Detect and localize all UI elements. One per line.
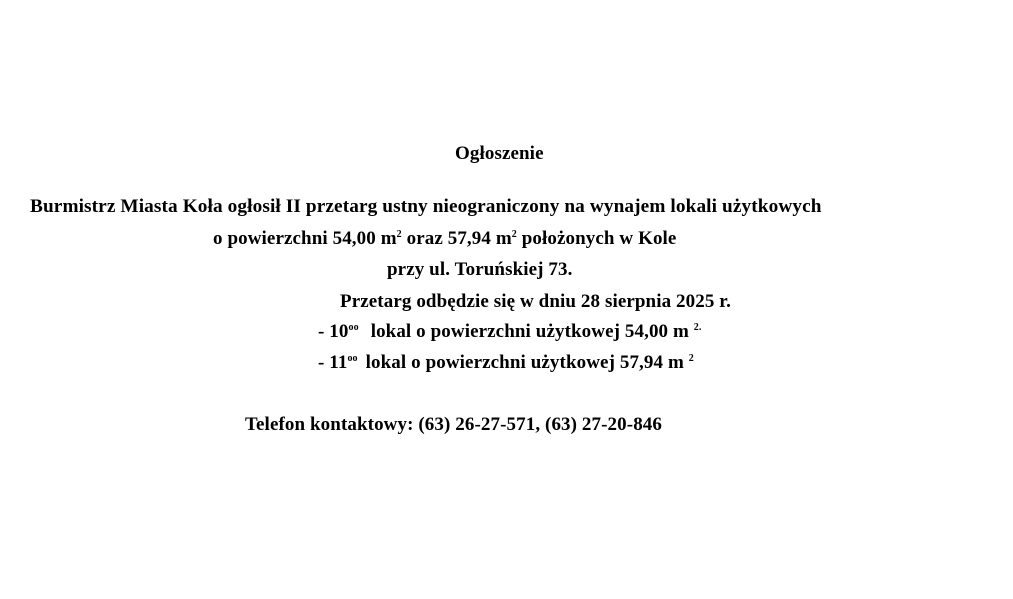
- auction-item-time: - 11: [318, 352, 348, 373]
- square-meter-superscript-a: 2: [396, 229, 402, 240]
- contact-phone-line: Telefon kontaktowy: (63) 26-27-571, (63) 27-20-846: [245, 414, 662, 435]
- intro-line-2-part-b: oraz 57,94 m: [401, 228, 512, 249]
- auction-item: [318, 322, 701, 341]
- auction-item-time: - 10: [318, 321, 349, 342]
- intro-line-1: Burmistrz Miasta Koła ogłosił II przetarg ustny nieograniczony na wynajem lokali użytkowych: [30, 196, 822, 217]
- announcement-title: Ogłoszenie: [455, 143, 544, 164]
- auction-item-description: lokal o powierzchni użytkowej 54,00 m: [370, 321, 694, 342]
- auction-item-time-superscript: oo: [348, 322, 359, 333]
- intro-line-2-part-c: położonych w Kole: [516, 228, 677, 249]
- square-meter-superscript-b: 2: [511, 229, 517, 240]
- intro-line-2-part-a: o powierzchni 54,00 m: [213, 228, 397, 249]
- auction-date-line: Przetarg odbędzie się w dniu 28 sierpnia 2025 r.: [340, 291, 731, 312]
- auction-item-time-superscript: oo: [347, 353, 358, 364]
- auction-item: [318, 353, 694, 372]
- auction-item-description: lokal o powierzchni użytkowej 57,94 m: [365, 352, 689, 373]
- intro-line-3: przy ul. Toruńskiej 73.: [387, 259, 573, 280]
- intro-line-2: [213, 229, 676, 248]
- area-superscript: 2: [688, 353, 694, 364]
- area-superscript: 2.: [693, 322, 702, 333]
